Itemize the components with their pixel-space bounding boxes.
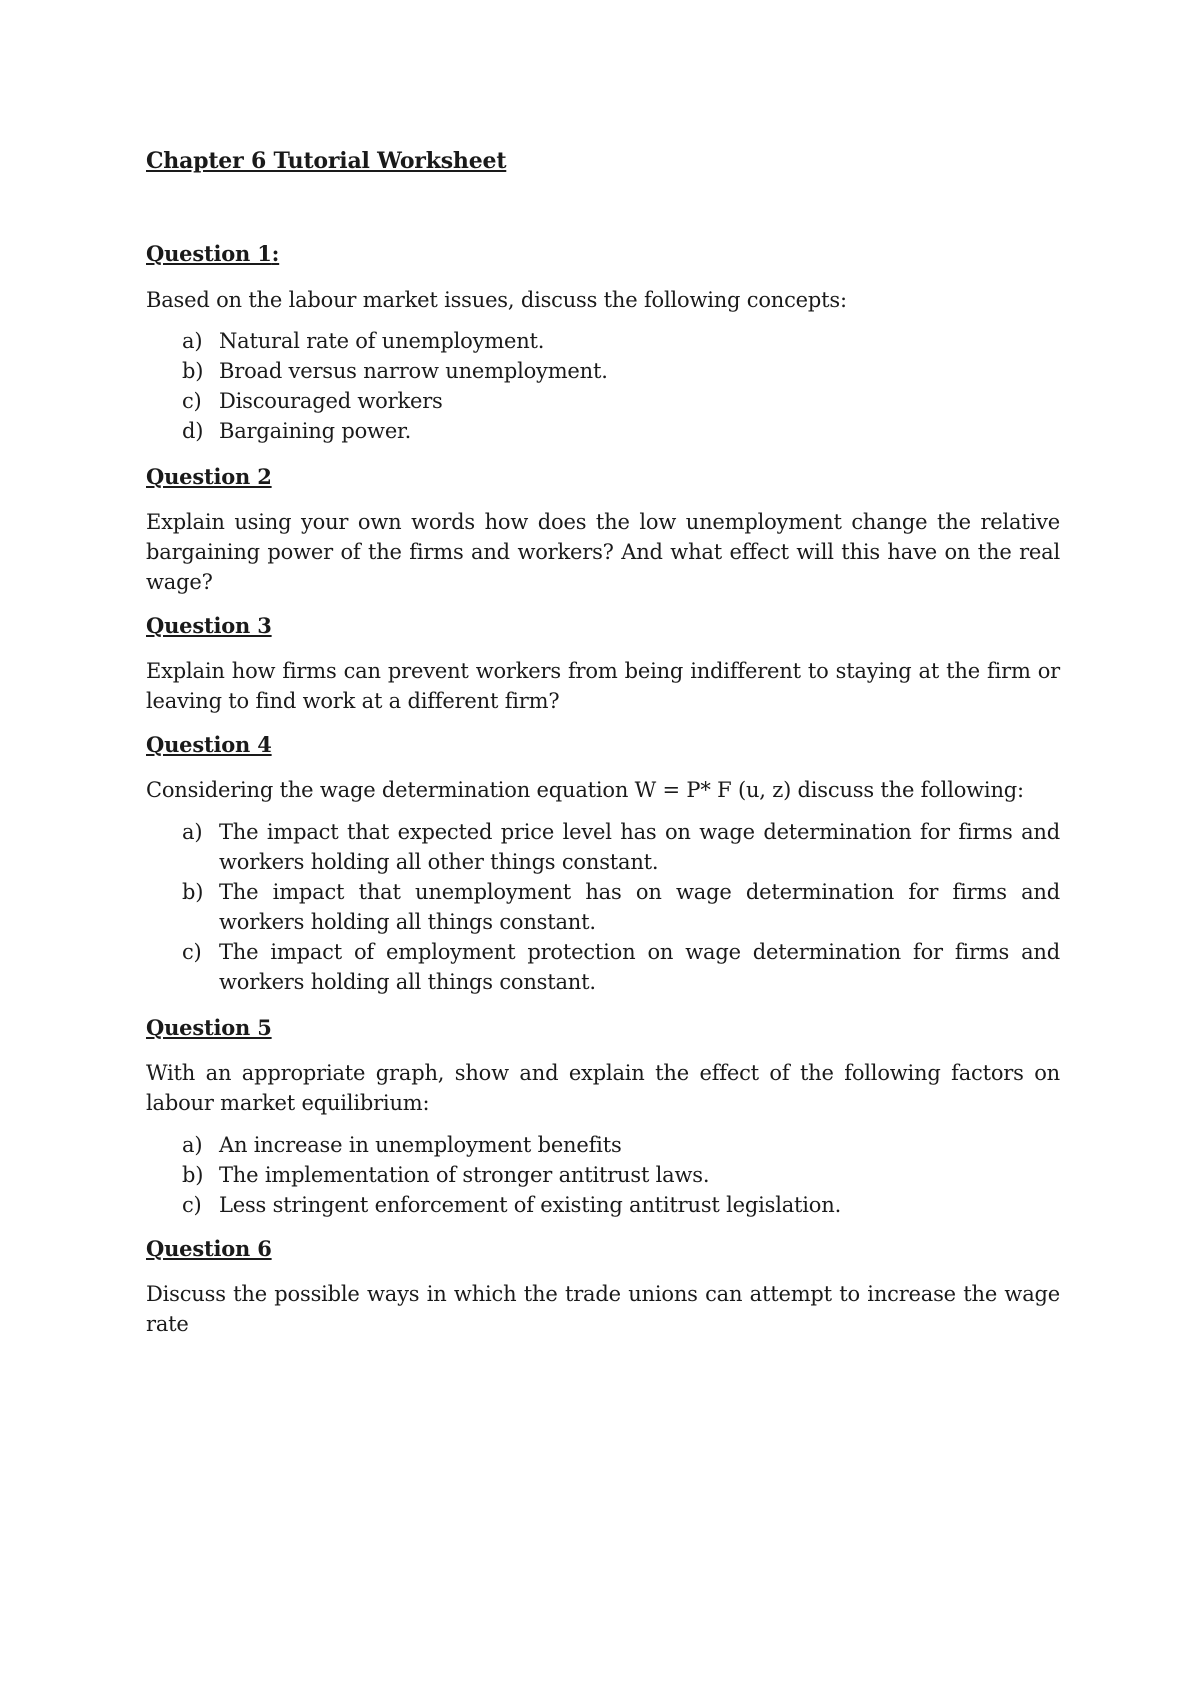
question-1-heading-label: Question 1 — [146, 241, 272, 266]
question-2-section — [146, 462, 1060, 597]
question-6-heading: Question 6 — [146, 1236, 272, 1261]
question-1-heading — [146, 239, 1060, 269]
list-marker: a) — [182, 329, 203, 353]
list-marker: c) — [182, 389, 202, 413]
question-2-text: Explain using your own words how does the low unemployment change the relative bargaining power of the firms and workers? And what effect will this have on the real wage? — [146, 510, 1060, 594]
question-4-section — [146, 730, 1060, 997]
question-3-text: Explain how firms can prevent workers from being indifferent to staying at the firm or leaving to find work at a different firm? — [146, 659, 1060, 713]
list-item — [146, 356, 1060, 386]
question-4-list — [146, 817, 1060, 997]
question-6-text: Discuss the possible ways in which the trade unions can attempt to increase the wage rate — [146, 1282, 1060, 1336]
question-5-list — [146, 1130, 1060, 1220]
list-item — [146, 1190, 1060, 1220]
question-1-list — [146, 326, 1060, 446]
question-5-heading: Question 5 — [146, 1015, 272, 1040]
question-3-heading: Question 3 — [146, 613, 272, 638]
question-4-heading: Question 4 — [146, 732, 272, 757]
list-item-text: The impact that expected price level has on wage determination for firms and workers holding all other things constant. — [219, 820, 1060, 874]
question-4-text: Considering the wage determination equation W = P* F (u, z) discuss the following: — [146, 778, 1024, 802]
list-item — [146, 1160, 1060, 1190]
list-item-text: An increase in unemployment benefits — [219, 1133, 622, 1157]
list-item-text: Discouraged workers — [219, 389, 443, 413]
list-marker: c) — [182, 1193, 202, 1217]
list-item-text: Natural rate of unemployment. — [219, 329, 545, 353]
list-marker: d) — [182, 419, 204, 443]
list-item — [146, 1130, 1060, 1160]
list-item-text: Bargaining power. — [219, 419, 412, 443]
question-5-section — [146, 1013, 1060, 1220]
document-title: Chapter 6 Tutorial Worksheet — [146, 148, 507, 174]
list-item-text: The impact of employment protection on wage determination for firms and workers holding all things constant. — [219, 940, 1060, 994]
list-marker: b) — [182, 359, 204, 383]
list-item-text: Less stringent enforcement of existing antitrust legislation. — [219, 1193, 842, 1217]
list-marker: b) — [182, 1163, 204, 1187]
list-item — [146, 416, 1060, 446]
list-marker: b) — [182, 880, 204, 904]
list-item-text: Broad versus narrow unemployment. — [219, 359, 608, 383]
question-1-text: Based on the labour market issues, discuss the following concepts: — [146, 288, 847, 312]
question-1-heading-colon: : — [271, 241, 280, 266]
list-item-text: The impact that unemployment has on wage determination for firms and workers holding all things constant. — [219, 880, 1060, 934]
list-item — [146, 386, 1060, 416]
question-2-heading: Question 2 — [146, 464, 272, 489]
question-6-section — [146, 1234, 1060, 1339]
document-page — [146, 146, 1060, 1339]
question-3-section — [146, 611, 1060, 716]
list-item — [146, 877, 1060, 937]
list-marker: a) — [182, 820, 203, 844]
list-marker: a) — [182, 1133, 203, 1157]
list-item — [146, 326, 1060, 356]
question-5-text: With an appropriate graph, show and explain the effect of the following factors on labour market equilibrium: — [146, 1061, 1060, 1115]
list-item-text: The implementation of stronger antitrust laws. — [219, 1163, 710, 1187]
list-marker: c) — [182, 940, 202, 964]
list-item — [146, 817, 1060, 877]
question-1-section — [146, 239, 1060, 446]
list-item — [146, 937, 1060, 997]
